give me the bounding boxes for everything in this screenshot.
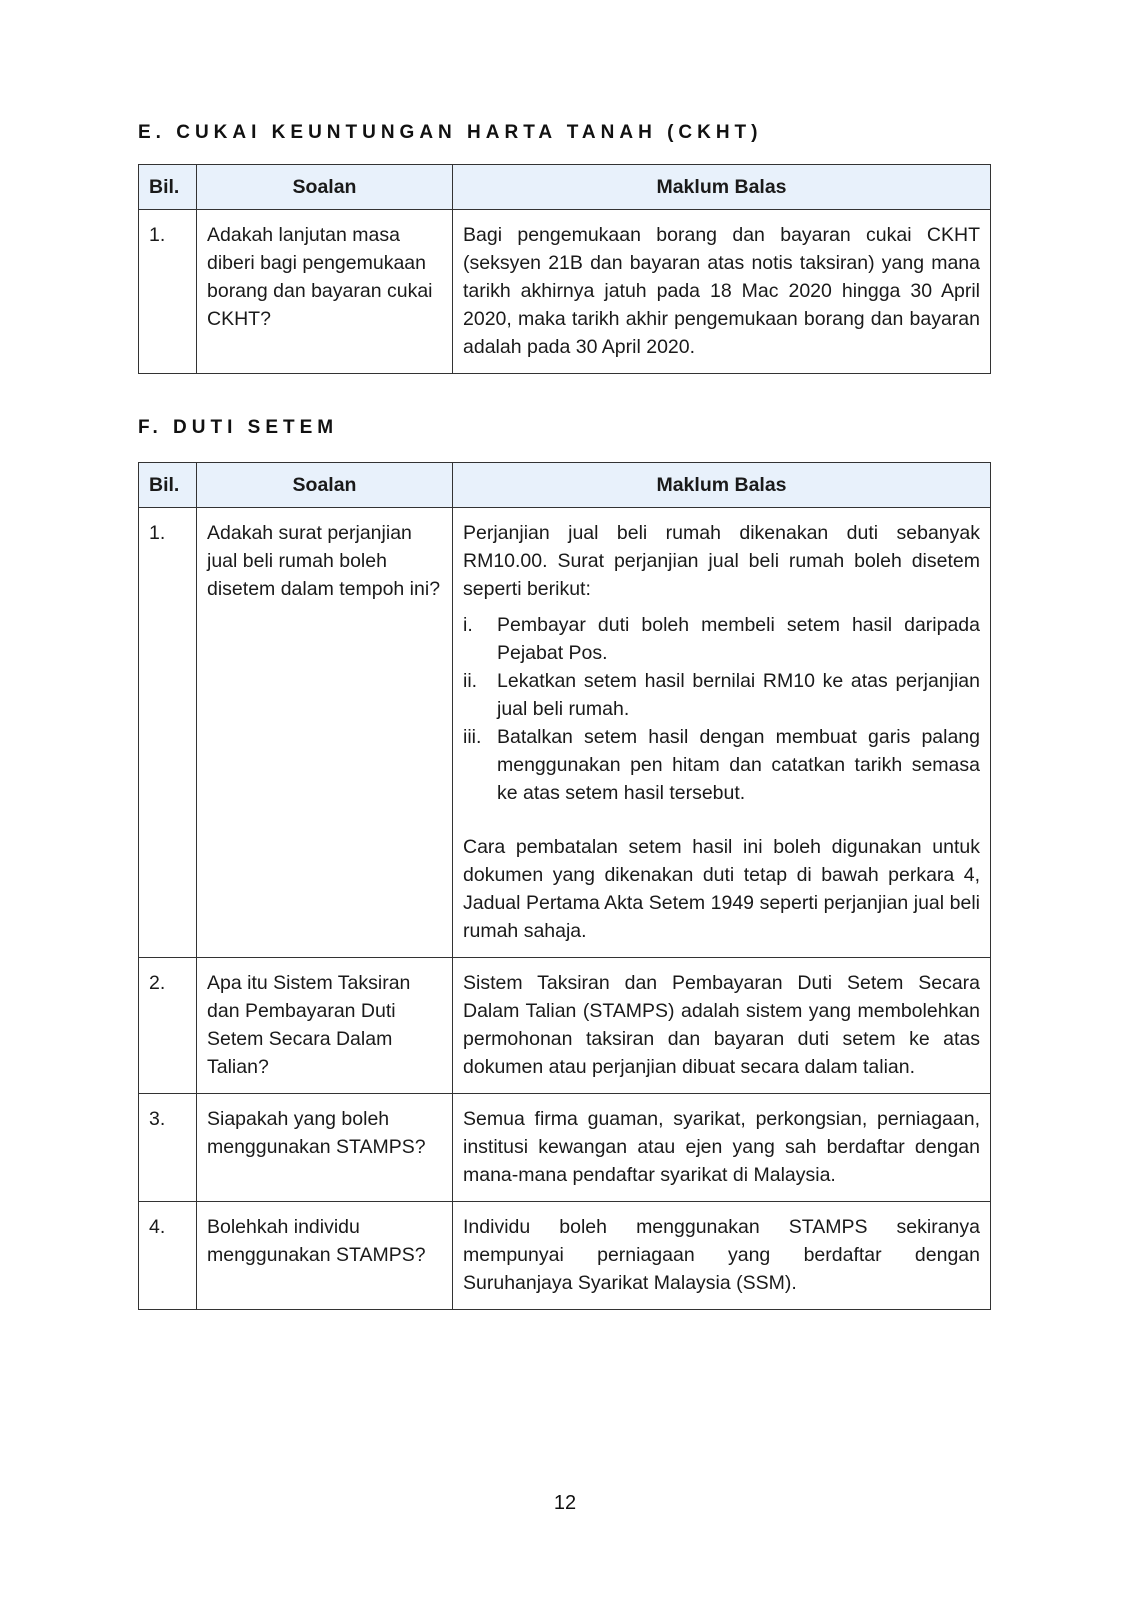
ckht-faq-table — [138, 164, 991, 374]
header-bil: Bil. — [139, 463, 197, 508]
header-soalan: Soalan — [197, 165, 453, 210]
step-text: Lekatkan setem hasil bernilai RM10 ke atas perjanjian jual beli rumah. — [497, 670, 980, 720]
row-number: 2. — [139, 958, 197, 1094]
question-cell: Adakah lanjutan masa diberi bagi pengemukaan borang dan bayaran cukai CKHT? — [197, 210, 453, 374]
duti-setem-faq-table — [138, 462, 991, 1310]
answer-intro: Perjanjian jual beli rumah dikenakan duti sebanyak RM10.00. Surat perjanjian jual beli rumah boleh disetem seperti berikut: — [463, 522, 980, 600]
page-number: 12 — [553, 1492, 577, 1514]
list-item — [463, 723, 980, 807]
question-cell: Bolehkah individu menggunakan STAMPS? — [197, 1202, 453, 1310]
step-text: Pembayar duti boleh membeli setem hasil daripada Pejabat Pos. — [497, 614, 980, 664]
table-row — [139, 508, 991, 958]
row-number: 1. — [139, 210, 197, 374]
row-number: 3. — [139, 1094, 197, 1202]
answer-cell: Individu boleh menggunakan STAMPS sekiranya mempunyai perniagaan yang berdaftar dengan Suruhanjaya Syarikat Malaysia (SSM). — [453, 1202, 991, 1310]
header-maklum-balas: Maklum Balas — [453, 463, 991, 508]
step-number: ii. — [463, 670, 478, 692]
answer-cell — [453, 508, 991, 958]
answer-cell: Bagi pengemukaan borang dan bayaran cukai CKHT (seksyen 21B dan bayaran atas notis taksiran) yang mana tarikh akhirnya jatuh pada 18 Mac 2020 hingga 30 April 2020, maka tarikh akhir pengemukaan borang dan bayaran adalah pada 30 April 2020. — [453, 210, 991, 374]
list-item — [463, 611, 980, 667]
header-maklum-balas: Maklum Balas — [453, 165, 991, 210]
step-text: Batalkan setem hasil dengan membuat garis palang menggunakan pen hitam dan catatkan tarikh semasa ke atas setem hasil tersebut. — [497, 726, 980, 804]
header-soalan: Soalan — [197, 463, 453, 508]
step-number: i. — [463, 614, 473, 636]
row-number: 4. — [139, 1202, 197, 1310]
answer-cell: Semua firma guaman, syarikat, perkongsian, perniagaan, institusi kewangan atau ejen yang sah berdaftar dengan mana-mana pendaftar syarikat di Malaysia. — [453, 1094, 991, 1202]
section-f-title: F. DUTI SETEM — [138, 417, 339, 438]
table-header-row — [139, 165, 991, 210]
question-cell: Siapakah yang boleh menggunakan STAMPS? — [197, 1094, 453, 1202]
table-row — [139, 1094, 991, 1202]
list-item — [463, 667, 980, 723]
table-row — [139, 210, 991, 374]
steps-list — [463, 611, 980, 807]
table-row — [139, 1202, 991, 1310]
table-row — [139, 958, 991, 1094]
section-e-title: E. CUKAI KEUNTUNGAN HARTA TANAH (CKHT) — [138, 122, 763, 143]
table-header-row — [139, 463, 991, 508]
step-number: iii. — [463, 726, 482, 748]
row-number: 1. — [139, 508, 197, 958]
answer-closing: Cara pembatalan setem hasil ini boleh digunakan untuk dokumen yang dikenakan duti tetap di bawah perkara 4, Jadual Pertama Akta Setem 1949 seperti perjanjian jual beli rumah sahaja. — [463, 836, 980, 942]
question-cell: Adakah surat perjanjian jual beli rumah boleh disetem dalam tempoh ini? — [197, 508, 453, 958]
header-bil: Bil. — [139, 165, 197, 210]
answer-cell: Sistem Taksiran dan Pembayaran Duti Setem Secara Dalam Talian (STAMPS) adalah sistem yang membolehkan permohonan taksiran dan bayaran duti setem ke atas dokumen atau perjanjian dibuat secara dalam talian. — [453, 958, 991, 1094]
question-cell: Apa itu Sistem Taksiran dan Pembayaran Duti Setem Secara Dalam Talian? — [197, 958, 453, 1094]
